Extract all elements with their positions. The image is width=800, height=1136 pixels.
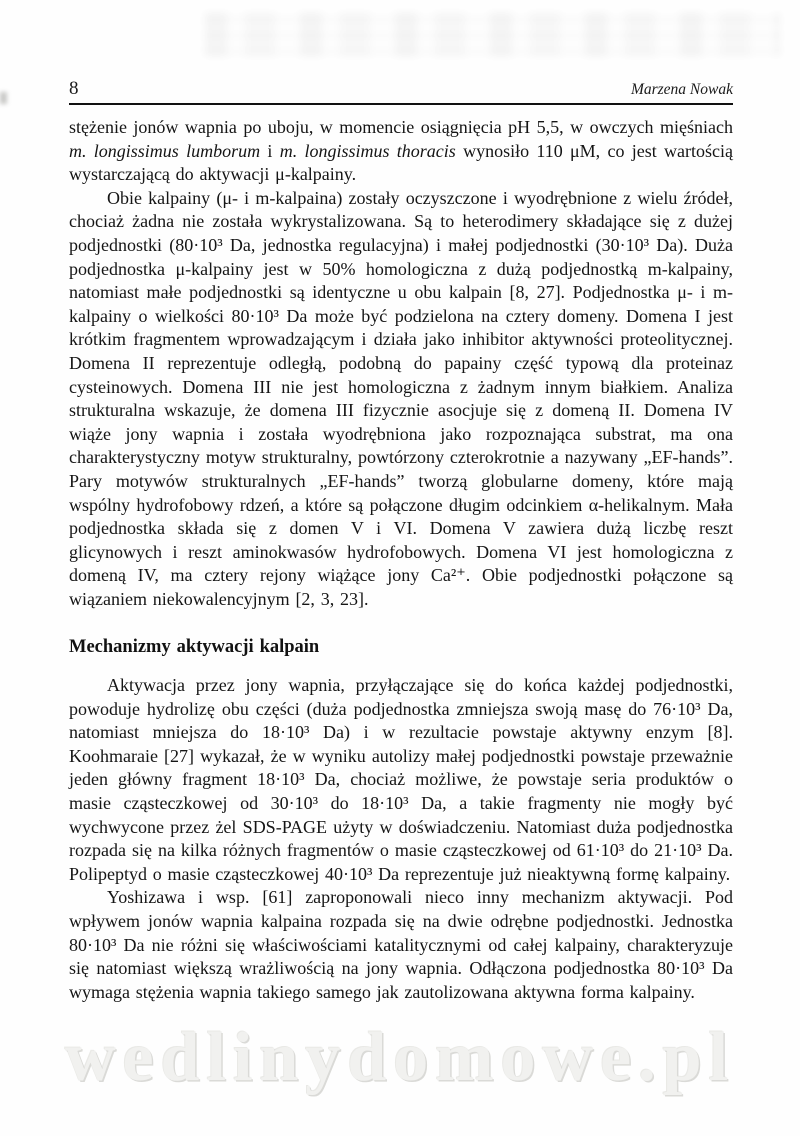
watermark: wedlinydomowe.pl [64, 1019, 736, 1096]
section-heading: Mechanizmy aktywacji kalpain [69, 637, 320, 658]
header-rule [69, 103, 733, 105]
page-number: 8 [69, 78, 79, 99]
species-name-italic: m. longissimus lumborum [69, 140, 261, 161]
running-head-author: Marzena Nowak [630, 81, 733, 98]
page-content-area [69, 78, 733, 1004]
scan-speck-artifact [0, 92, 7, 104]
paragraph-activation-hydrolysis: Aktywacja przez jony wapnia, przyłączające się do końca każdej podjednostki, powoduje hydrolizę obu części (duża podjednostka zmniejsza swoją masę do 76·10³ Da, natomiast mniejsza do 18·10³ Da) i w rezultacie powstaje aktywny enzym [8]. Koohmaraie [27] wykazał, że w wyniku autolizy małej podjednostki powstaje przeważnie jeden główny fragment 18·10³ Da, chociaż możliwe, że powstaje seria produktów o masie cząsteczkowej od 30·10³ do 18·10³ Da, a takie fragmenty nie mogły być wychwycone przez żel SDS-PAGE użyty w doświadczeniu. Natomiast duża podjednostka rozpada się na kilka różnych fragmentów o masie cząsteczkowej od 61·10³ do 21·10³ Da. Polipeptyd o masie cząsteczkowej 40·10³ Da reprezentuje już nieaktywną formę kalpainy. [69, 675, 733, 884]
paragraph-intro [69, 116, 733, 187]
scan-noise-artifact [205, 12, 780, 56]
text-run: wynosiło 110 μM, co jest wartością wystarczającą do aktywacji μ-kalpainy. [69, 140, 733, 185]
paragraph-calpain-structure: Obie kalpainy (μ- i m-kalpaina) zostały oczyszczone i wyodrębnione z wielu źródeł, chociaż żadna nie została wykrystalizowana. Są to heterodimery składające się z dużej podjednostki (80·10³ Da, jednostka regulacyjna) i małej podjednostki (30·10³ Da). Duża podjednostka μ-kalpainy jest w 50% homologiczna z dużą podjednostką m-kalpainy, natomiast małe podjednostki są identyczne u obu kalpain [8, 27]. Podjednostka μ- i m-kalpainy o wielkości 80·10³ Da może być podzielona na cztery domeny. Domena I jest krótkim fragmentem wprowadzającym i działa jako inhibitor aktywności proteolitycznej. Domena II reprezentuje odległą, podobną do papainy część typową dla proteinaz cysteinowych. Domena III nie jest homologiczna z żadnym innym białkiem. Analiza strukturalna wskazuje, że domena III fizycznie asocjuje się z domeną II. Domena IV wiąże jony wapnia i została wyodrębniona jako rozpoznająca substrat, ma ona charakterystyczny motyw strukturalny, powtórzony czterokrotnie a nazywany „EF-hands”. Pary motywów strukturalnych „EF-hands” tworzą globularne domeny, które mają wspólny hydrofobowy rdzeń, a które są połączone długim odcinkiem α-helikalnym. Mała podjednostka składa się z domen V i VI. Domena V zawiera dużą liczbę reszt glicynowych i reszt aminokwasów hydrofobowych. Domena VI jest homologiczna z domeną IV, ma cztery rejony wiążące jony Ca²⁺. Obie podjednostki połączone są wiązaniem niekowalencyjnym [2, 3, 23]. [69, 187, 733, 609]
text-run: i [260, 140, 280, 161]
page-body [69, 116, 733, 1004]
running-head [69, 78, 733, 100]
species-name-italic: m. longissimus thoracis [279, 140, 456, 161]
text-run: stężenie jonów wapnia po uboju, w momencie osiągnięcia pH 5,5, w owczych mięśniach [69, 117, 733, 137]
paragraph-yoshizawa-mechanism: Yoshizawa i wsp. [61] zaproponowali nieco inny mechanizm aktywacji. Pod wpływem jonów wapnia kalpaina rozpada się na dwie odrębne podjednostki. Jednostka 80·10³ Da nie różni się właściwościami katalitycznymi od całej kalpainy, charakteryzuje się natomiast większą wrażliwością na jony wapnia. Odłączona podjednostka 80·10³ Da wymaga stężenia wapnia takiego samego jak zautolizowana aktywna forma kalpainy. [69, 887, 733, 1002]
